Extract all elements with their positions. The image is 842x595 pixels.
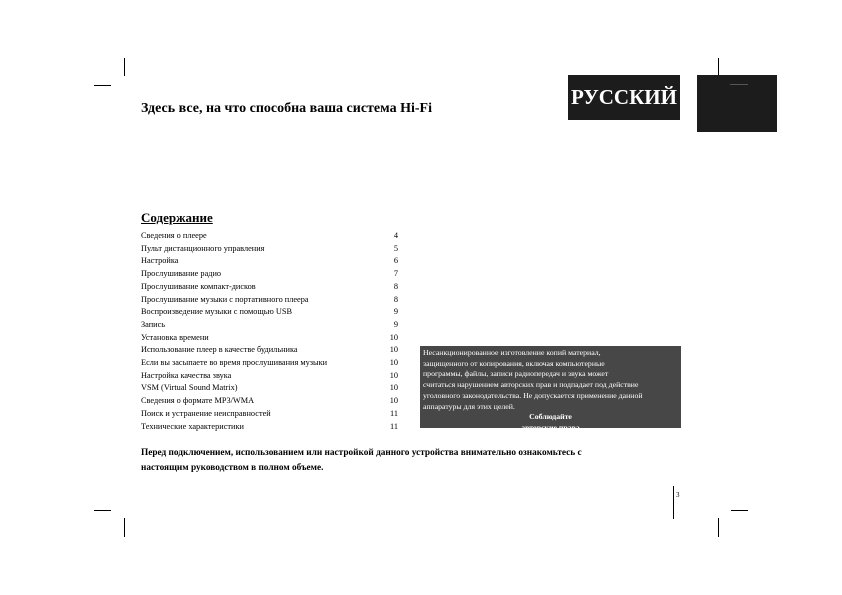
toc-item-label: Технические характеристики xyxy=(141,421,244,431)
toc-item-page: 10 xyxy=(389,345,398,355)
toc-item-page: 6 xyxy=(393,256,398,266)
toc-item-label: VSM (Virtual Sound Matrix) xyxy=(141,383,238,393)
page-title: Здесь все, на что способна ваша система Hi-Fi xyxy=(141,101,432,116)
copyright-notice-line: программы, файлы, записи радиопередач и звука может xyxy=(423,369,609,379)
toc-item-page: 11 xyxy=(390,408,398,418)
toc-item xyxy=(141,357,398,370)
toc-item xyxy=(141,281,398,294)
crop-mark-bottom-left-vertical xyxy=(124,518,125,537)
toc-item xyxy=(141,294,398,307)
toc-item-page: 7 xyxy=(393,269,398,279)
crop-mark-bottom-right-vertical xyxy=(718,518,719,537)
table-of-contents xyxy=(141,230,398,433)
toc-item xyxy=(141,243,398,256)
toc-item xyxy=(141,344,398,357)
toc-item-page: 8 xyxy=(393,294,398,304)
toc-item-label: Запись xyxy=(141,319,166,329)
language-tab: РУССКИЙ xyxy=(568,75,680,120)
toc-item xyxy=(141,421,398,434)
toc-item-page: 10 xyxy=(389,370,398,380)
toc-item xyxy=(141,332,398,345)
toc-item-label: Сведения о формате MP3/WMA xyxy=(141,396,255,406)
toc-item-label: Поиск и устранение неисправностей xyxy=(141,408,271,418)
copyright-notice-box xyxy=(420,346,681,432)
crop-mark-bottom-left-horizontal xyxy=(94,510,111,511)
toc-item-label: Установка времени xyxy=(141,332,209,342)
toc-item-page: 11 xyxy=(390,421,398,431)
side-tab-mark xyxy=(730,84,748,85)
toc-item xyxy=(141,306,398,319)
toc-item xyxy=(141,255,398,268)
toc-item xyxy=(141,408,398,421)
toc-item-page: 10 xyxy=(389,396,398,406)
toc-item-page: 5 xyxy=(393,243,398,253)
toc-item-page: 8 xyxy=(393,281,398,291)
crop-mark-top-left-vertical xyxy=(124,58,125,76)
copyright-call-to-action: Соблюдайте xyxy=(529,412,572,422)
crop-mark-top-right-vertical xyxy=(718,58,719,76)
copyright-notice-line: уголовного законодательства. Не допускается применение данной xyxy=(423,390,643,400)
toc-item-label: Воспроизведение музыки с помощью USB xyxy=(141,307,292,317)
safety-warning-line: Перед подключением, использованием или настройкой данного устройства внимательно ознакомьтесь с xyxy=(141,448,582,458)
toc-item-label: Прослушивание компакт-дисков xyxy=(141,281,256,291)
toc-item-page: 4 xyxy=(393,231,398,240)
toc-item xyxy=(141,268,398,281)
safety-warning xyxy=(141,446,641,475)
toc-item-page: 10 xyxy=(389,332,398,342)
safety-warning-line: настоящим руководством в полном объеме. xyxy=(141,462,324,473)
toc-item-page: 10 xyxy=(389,383,398,393)
copyright-notice-line: Несанкционированное изготовление копий материал, xyxy=(423,348,601,357)
crop-mark-bottom-right-horizontal xyxy=(731,510,748,511)
toc-item xyxy=(141,382,398,395)
page-number: 3 xyxy=(676,491,680,499)
toc-item xyxy=(141,395,398,408)
toc-item-page: 10 xyxy=(389,358,398,368)
toc-item-label: Настройка xyxy=(141,256,179,266)
toc-item xyxy=(141,230,398,243)
toc-item-label: Настройка качества звука xyxy=(141,370,232,380)
toc-item-label: Прослушивание музыки с портативного плеера xyxy=(141,294,309,304)
toc-item-page: 9 xyxy=(393,307,398,317)
toc-item-page: 9 xyxy=(393,319,398,329)
copyright-call-to-action: авторские права xyxy=(521,422,580,432)
toc-item xyxy=(141,319,398,332)
toc-item-label: Если вы засыпаете во время прослушивания музыки xyxy=(141,358,328,368)
crop-mark-top-left-horizontal xyxy=(94,85,111,86)
toc-item-label: Прослушивание радио xyxy=(141,269,222,279)
copyright-notice-line: считаться нарушением авторских прав и подпадает под действие xyxy=(423,380,639,390)
toc-item-label: Сведения о плеере xyxy=(141,231,207,240)
page-margin-line xyxy=(673,486,674,519)
toc-item-label: Пульт дистанционного управления xyxy=(141,243,265,253)
toc-item-label: Использование плеер в качестве будильника xyxy=(141,345,298,355)
toc-item xyxy=(141,370,398,383)
copyright-notice-line: защищенного от копирования, включая компьютерные xyxy=(423,358,605,368)
toc-heading: Содержание xyxy=(141,210,213,225)
copyright-notice-line: аппаратуры для этих целей. xyxy=(423,401,515,411)
